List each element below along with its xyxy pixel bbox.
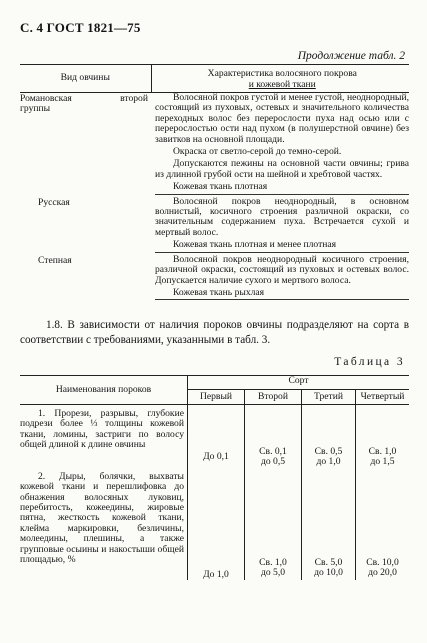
column-header-defects: Наименования пороков <box>20 376 188 405</box>
characteristics-cell <box>151 197 409 255</box>
grade-value: Св. 1,0 <box>368 446 397 457</box>
table-row <box>20 255 409 303</box>
column-header-grade: Четвертый <box>356 390 410 405</box>
grade-value-cell <box>188 468 245 580</box>
characteristic-text: Волосяной покров неоднородный косичного строения, различной окраски, состоящий из пуховых и остевых волос. Допускается наличие сухого и мертвого волоса. <box>155 253 409 286</box>
page-header: С. 4 ГОСТ 1821—75 <box>20 20 141 35</box>
grade-value: до 0,5 <box>260 456 286 468</box>
grade-value-cell <box>302 405 356 468</box>
characteristic-text: Кожевая ткань плотная и менее плотная <box>155 240 409 252</box>
table-row <box>20 468 409 580</box>
grade-value: до 20,0 <box>368 567 397 579</box>
grade-value: Св. 1,0 <box>259 556 287 568</box>
characteristic-text: Кожевая ткань рыхлая <box>155 288 409 300</box>
grade-value: до 10,0 <box>314 567 343 579</box>
kind-name: Степная <box>38 254 72 266</box>
column-header-characteristics <box>151 65 409 93</box>
characteristics-cell <box>151 93 409 197</box>
paragraph-1-8: 1.8. В зависимости от наличия пороков овчины подразделяют на сорта в соответствии с требованиями, указанными в табл. 3. <box>20 319 409 346</box>
table-3-label: Таблица 3 <box>334 356 405 368</box>
characteristic-text: Кожевая ткань плотная <box>155 182 409 194</box>
table-header-row <box>20 376 409 390</box>
grade-value-cell <box>302 468 356 580</box>
kind-name: Романовская <box>20 93 72 104</box>
grade-value-cell <box>356 405 410 468</box>
grade-value-cell <box>245 468 302 580</box>
defect-text: 1. Прорези, разрывы, глубокие подрези более ⅓ толщины кожевой ткани, ломины, застриги по волосу общей длиной к длине овчины <box>20 408 184 451</box>
defects-grade-table <box>20 375 409 580</box>
grade-value: До 0,1 <box>203 451 229 462</box>
grade-value-cell <box>356 468 410 580</box>
column-header-grade: Второй <box>245 390 302 405</box>
characteristic-text: Волосяной покров густой и менее густой, неоднородный, состоящий из пуховых, остевых и значительного количества переходных волос без перерослости пуха над осью или с перерослостью ости над пухом (в полушерстной овчине) без завитков на основной площади. <box>155 92 409 145</box>
defect-text: 2. Дыры, болячки, выхваты кожевой ткани и перешлифовка до обнажения волосяных луковиц, перебитость, кожеедины, жировые пятна, жесткость кожевой ткани, клейма маркировки, безличины, молеедины, плешины, а также групповые осыины и накостыши общей площадью, % <box>20 470 184 566</box>
grade-value: Св. 0,1 <box>259 446 287 457</box>
kind-name: группы <box>20 103 51 115</box>
table-continuation-label: Продолжение табл. 2 <box>297 50 405 62</box>
grade-value: до 5,0 <box>260 567 286 579</box>
table-row <box>20 93 409 197</box>
grade-value: до 1,0 <box>316 456 341 468</box>
column-header-kind: Вид овчины <box>20 65 151 93</box>
characteristic-text: Окраска от светло-серой до темно-серой. <box>173 146 342 158</box>
characteristic-text: Волосяной покров неоднородный, в основном волнистый, косичного строения различной окраски, со значительным содержанием пуха. Встречается сухой и мертвый волос. <box>155 195 409 238</box>
sheepskin-kind-cell <box>20 255 151 303</box>
table-row <box>20 405 409 468</box>
column-header-grade: Третий <box>302 390 356 405</box>
table-header-row <box>20 65 409 93</box>
grade-value: Св. 10,0 <box>366 556 399 568</box>
column-header-grade-group: Сорт <box>188 376 410 390</box>
column-header-grade: Первый <box>188 390 245 405</box>
grade-value: Св. 5,0 <box>314 556 343 568</box>
sheepskin-types-table <box>20 64 409 302</box>
column-header-line: Характеристика волосяного покрова <box>207 67 357 79</box>
grade-value-cell <box>245 405 302 468</box>
kind-name: второй <box>120 93 148 104</box>
characteristic-text: Допускаются пежины на основной части овчины; грива из длинной грубой ости на шейной и хребтовой частях. <box>155 158 409 180</box>
table-row <box>20 197 409 255</box>
grade-value-cell <box>188 405 245 468</box>
kind-name: Русская <box>38 196 70 208</box>
sheepskin-kind-cell <box>20 197 151 255</box>
sheepskin-kind-cell <box>20 93 151 197</box>
defect-description-cell <box>20 405 188 468</box>
characteristics-cell <box>151 255 409 303</box>
grade-value: До 1,0 <box>203 568 229 580</box>
grade-value: до 1,5 <box>370 456 395 468</box>
grade-value: Св. 0,5 <box>314 446 343 457</box>
defect-description-cell <box>20 468 188 580</box>
column-header-line: и кожевой ткани <box>248 78 316 90</box>
